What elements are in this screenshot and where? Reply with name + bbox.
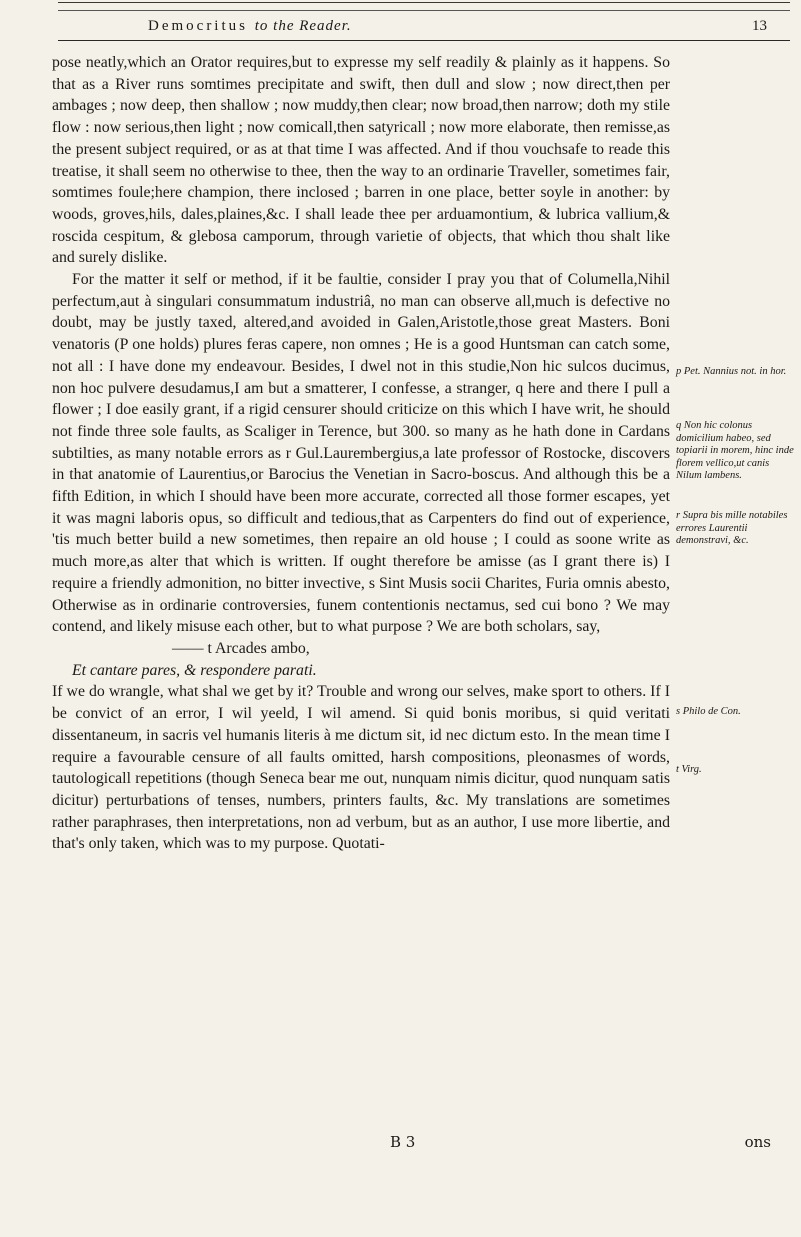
- margin-note-r: r Supra bis mille notabiles errores Laurentii demonstravi, &c.: [676, 510, 788, 546]
- running-head-title: to the Reader.: [254, 18, 352, 34]
- paragraph-3: If we do wrangle, what shal we get by it? Trouble and wrong our selves, make sport to others. If I be convict of an error, I wil yeeld, I wil amend. Si quid bonis moribus, si quid veritati dissentaneum, in sacris vel humanis literis à me dictum sit, id nec dictum esto. In the mean time I require a favourable censure of all faults omitted, harsh compositions, pleonasmes of words, tautologicall repetitions (though Seneca bear me out, nunquam nimis dicitur, quod nunquam satis dicitur) perturbations of tenses, numbers, printers faults, &c. My translations are sometimes rather paraphrases, then interpretations, non ad verbum, but as an author, I use more libertie, and that's only taken, which was to my purpose. Quotati-: [52, 683, 670, 853]
- header-rule: [58, 40, 790, 41]
- margin-note-p: p Pet. Nannius not. in hor.: [676, 366, 787, 377]
- running-head-author: Democritus: [148, 18, 248, 34]
- margin-note-t: t Virg.: [676, 764, 702, 775]
- verse-line-1: —— t Arcades ambo,: [172, 639, 310, 657]
- catchword: ons: [744, 1133, 771, 1151]
- margin-note-q: q Non hic colonus domicilium habeo, sed topiarii in morem, hinc inde florem vellico,ut canis Nilum lambens.: [676, 420, 794, 481]
- body-text: [52, 52, 670, 855]
- verse-line-2: Et cantare pares, & respondere parati.: [72, 661, 317, 679]
- margin-note-s: s Philo de Con.: [676, 706, 741, 717]
- page-number: 13: [752, 18, 767, 34]
- running-head: [148, 18, 352, 35]
- paragraph-2: For the matter it self or method, if it be faultie, consider I pray you that of Columella,Nihil perfectum,aut à singulari consummatum industriâ, no man can observe all,much is defective no doubt, may be justly taxed, altered,and avoided in Galen,Aristotle,those great Masters. Boni venatoris (P one holds) plures feras capere, non omnes ; He is a good Huntsman can catch some, not all : I have done my endeavour. Besides, I dwel not in this studie,Non hic sulcos ducimus, non hoc pulvere desudamus,I am but a smatterer, I confesse, a stranger, q here and there I pull a flower ; I doe easily grant, if a rigid censurer should criticize on this which I have writ, he should not finde three sole faults, as Scaliger in Terence, but 300. so many as he hath done in Cardans subtilties, as many notable errors as r Gul.Laurembergius,a late professor of Rostocke, discovers in that anatomie of Laurentius,or Barocius the Venetian in Sacro-boscus. And although this be a fifth Edition, in which I should have been more accurate, corrected all those former escapes, yet it was magni laboris opus, so difficult and tedious,that as Carpenters do find out of experience, 'tis much better build a new sometimes, then repaire an old house ; I could as soone write as much more,as alter that which is written. If ought therefore be amisse (as I grant there is) I require a friendly admonition, no bitter invective, s Sint Musis socii Charites, Furia omnis abesto, Otherwise as in ordinarie controversies, funem contentionis nectamus, sed cui bono ? We may contend, and likely misuse each other, but to what purpose ? We are both scholars, say,: [52, 271, 670, 636]
- top-rule: [58, 2, 790, 3]
- signature-mark: B 3: [390, 1133, 416, 1151]
- top-rule-thin: [58, 10, 790, 11]
- paragraph-1: pose neatly,which an Orator requires,but to expresse my self readily & plainly as it happens. So that as a River runs somtimes precipitate and swift, then dull and slow ; now direct,then per ambages ; now deep, then shallow ; now muddy,then clear; now broad,then narrow; doth my stile flow : now serious,then light ; now comicall,then satyricall ; now more elaborate, then remisse,as the present subject required, or as at that time I was affected. And if thou vouchsafe to reade this treatise, it shall seem no otherwise to thee, then the way to an ordinarie Traveller, sometimes fair, somtimes foule;here champion, there inclosed ; barren in one place, better soyle in another: by woods, groves,hils, dales,plaines,&c. I shall leade thee per arduamontium, & lubrica vallium,& roscida cespitum, & glebosa camporum, through varietie of objects, that which thou shalt like and surely dislike.: [52, 54, 670, 267]
